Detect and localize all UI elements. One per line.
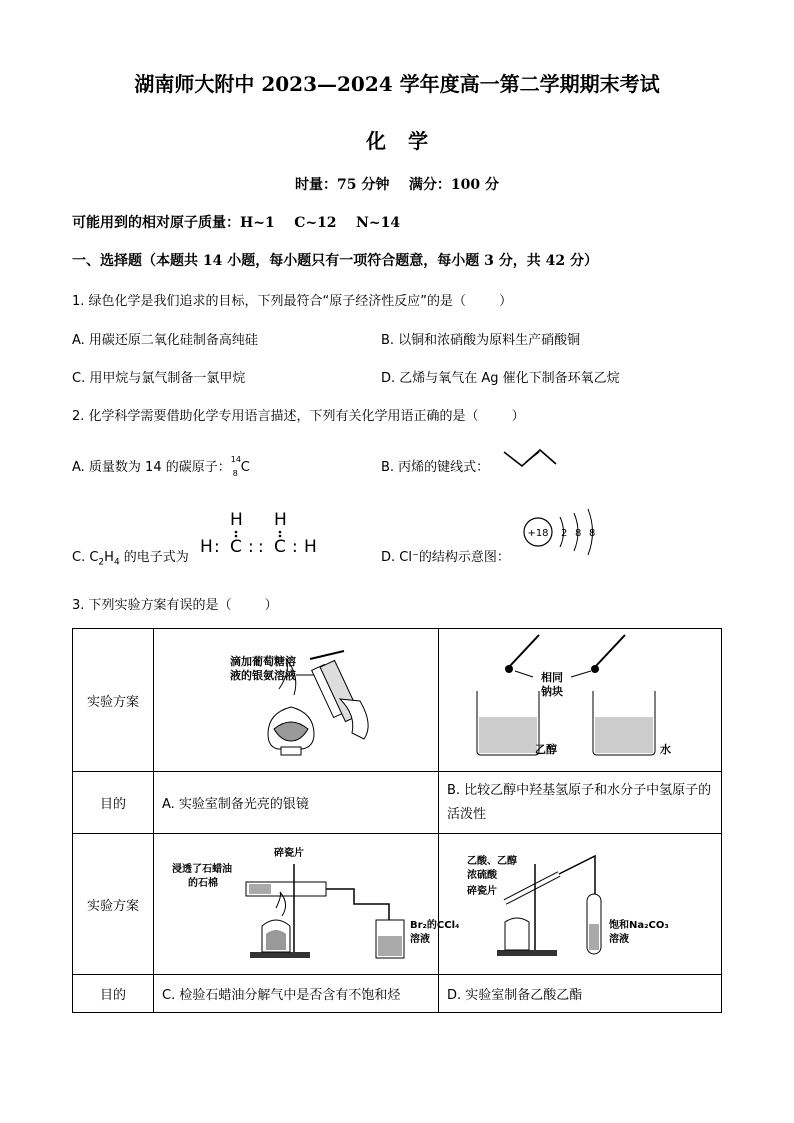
silver-mirror-apparatus-figure: [154, 629, 438, 767]
figure-b-cell: [439, 629, 722, 772]
q2-option-b: B. 丙烯的键线式：: [381, 460, 490, 475]
shell-1: 2: [561, 528, 568, 539]
experiment-table: [72, 628, 722, 1013]
h-top-left: H: [230, 510, 243, 530]
mass-number: 14: [230, 454, 241, 464]
fig-d-label-right-2: 溶液: [609, 934, 629, 945]
element-symbol: C: [240, 460, 250, 475]
goal-c: C. 检验石蜡油分解气中是否含有不饱和烃: [154, 975, 439, 1013]
atomic-number: 8: [232, 468, 238, 478]
row-label-goal-2: 目的: [73, 975, 154, 1013]
atomic-masses: 可能用到的相对原子质量：H~1 C~12 N~14: [72, 215, 401, 231]
fig-b-label-left: 乙醇: [535, 743, 557, 756]
c-mid: H: [104, 550, 114, 565]
c-sub2: 4: [113, 557, 120, 568]
q1-option-d: D. 乙烯与氧气在 Ag 催化下制备环氧乙烷: [381, 371, 620, 386]
question-1-stem: 1. 绿色化学是我们追求的目标，下列最符合“原子经济性反应”的是（ ）: [72, 294, 513, 309]
paraffin-cracking-apparatus-figure: [154, 834, 460, 970]
fig-b-label-1: 相同: [541, 671, 563, 684]
colon-4: :: [292, 537, 298, 557]
colon-2: :: [248, 537, 254, 557]
h-right: H: [304, 537, 317, 557]
q2-option-c: [72, 546, 189, 568]
colon-1: :: [214, 537, 220, 557]
q1-option-b: B. 以铜和浓硝酸为原料生产硝酸铜: [381, 333, 581, 348]
colon-3: :: [258, 537, 264, 557]
fig-a-label-2: 液的银氨溶液: [230, 669, 296, 682]
row-label-plan-1: 实验方案: [73, 629, 154, 772]
row-label-goal-1: 目的: [73, 772, 154, 834]
q2-option-d: D. Cl⁻的结构示意图：: [381, 550, 510, 565]
figure-d-cell: [439, 834, 722, 975]
goal-a: A. 实验室制备光亮的银镜: [154, 772, 439, 834]
propene-skeletal-icon: [500, 444, 560, 470]
fig-c-label-right-2: 溶液: [410, 934, 430, 945]
q1-option-c: C. 用甲烷与氯气制备一氯甲烷: [72, 371, 246, 386]
fig-c-label-top: 碎瓷片: [274, 848, 304, 859]
ethyl-acetate-apparatus-figure: [439, 834, 721, 970]
fig-b-label-2: 钠块: [541, 685, 563, 698]
subject-title: 化学: [366, 129, 450, 153]
shell-2: 8: [575, 528, 582, 539]
goal-b: B. 比较乙醇中羟基氢原子和水分子中氢原子的活泼性: [439, 772, 722, 834]
table-row: [73, 629, 722, 772]
question-2-stem: 2. 化学科学需要借助化学专用语言描述，下列有关化学用语正确的是（ ）: [72, 409, 525, 424]
section-heading: 一、选择题（本题共 14 小题，每小题只有一项符合题意，每小题 3 分，共 42 分）: [72, 253, 598, 269]
question-3-stem: 3. 下列实验方案有误的是（ ）: [72, 598, 278, 613]
figure-a-cell: [154, 629, 439, 772]
q2-option-a: [72, 454, 250, 478]
c-suffix: 的电子式为: [119, 550, 189, 565]
c-left: C: [230, 537, 242, 557]
fig-d-label-right-1: 饱和Na₂CO₃: [609, 920, 669, 931]
fig-c-label-left-1: 浸透了石蜡油: [172, 864, 232, 875]
nucleus-charge: +18: [527, 528, 549, 539]
table-row: [73, 975, 722, 1013]
fig-a-label-1: 滴加葡萄糖溶: [230, 655, 296, 668]
c-sub: 2: [98, 557, 105, 568]
h-left: H: [200, 537, 213, 557]
fig-c-label-left-2: 的石棉: [188, 878, 218, 889]
q2-option-a-text: A. 质量数为 14 的碳原子：: [72, 460, 231, 475]
fig-d-label-1: 乙酸、乙醇: [467, 856, 517, 867]
c-right: C: [274, 537, 286, 557]
goal-d: D. 实验室制备乙酸乙酯: [439, 975, 722, 1013]
h-top-right: H: [274, 510, 287, 530]
table-row: [73, 772, 722, 834]
cl-ion-structure-diagram: [520, 505, 610, 565]
fig-c-label-right-1: Br₂的CCl₄: [410, 920, 460, 931]
sodium-reaction-apparatus-figure: [439, 629, 721, 767]
table-row: [73, 834, 722, 975]
fig-d-label-2: 浓硫酸: [467, 870, 497, 881]
fig-b-label-right: 水: [660, 743, 671, 756]
shell-3: 8: [589, 528, 596, 539]
c-prefix: C. C: [72, 550, 99, 565]
row-label-plan-2: 实验方案: [73, 834, 154, 975]
exam-title: 湖南师大附中 2023—2024 学年度高一第二学期期末考试: [134, 72, 660, 96]
ethylene-electron-formula: [198, 505, 328, 565]
fig-d-label-3: 碎瓷片: [467, 886, 497, 897]
figure-c-cell: [154, 834, 460, 975]
time-info: 时量：75 分钟 满分：100 分: [295, 177, 499, 193]
q1-option-a: A. 用碳还原二氧化硅制备高纯硅: [72, 333, 258, 348]
